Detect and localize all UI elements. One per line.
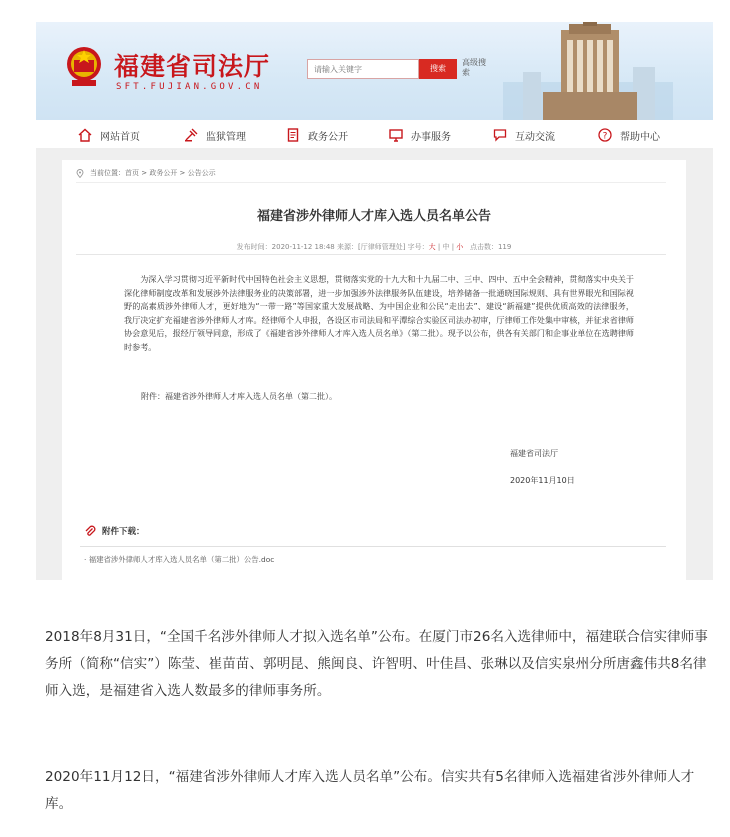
- nav-label: 网站首页: [100, 131, 140, 143]
- monitor-icon: [389, 128, 403, 142]
- download-heading-text: 附件下载：: [102, 527, 145, 537]
- article-body: 为深入学习贯彻习近平新时代中国特色社会主义思想，贯彻落实党的十九大和十九届二中、三中、四中、五中全会精神，贯彻落实中央关于深化律师制度改革和发展涉外法律服务业的决策部署，进一步加强涉外法律服务队伍建设，培养储备一批通晓国际规则、具有世界眼光和国际视野的高素质涉外律师人才，更好地为“一带一路”等国家重大发展战略、为中国企业和公民“走出去”、建设“新福建”提供优质高效的法律服务，我厅决定扩充福建省涉外律师人才库。经律师个人申报，各设区市司法局和平潭综合实验区司法办初审，厅律师工作处集中审核，并征求省律师协会意见后，报经厅领导同意，形成了《福建省涉外律师人才库入选人员名单》（第二批）。现予以公布，供各有关部门和企事业单位在选聘律师时参考。: [124, 274, 634, 352]
- article-title: 福建省涉外律师人才库入选人员名单公告: [256, 209, 491, 224]
- paperclip-icon: [84, 525, 96, 537]
- paragraph-1: 2018年8月31日，“全国千名涉外律师人才拟入选名单”公布。在厦门市26名入选律师中，福建联合信实律师事务所（简称“信实”）陈莹、崔苗苗、郭明昆、熊闽良、许智明、叶佳昌、张琳以及信实泉州分所唐鑫伟共8名律师入选，是福建省入选人数最多的律师事务所。: [45, 629, 708, 699]
- advanced-search-link[interactable]: 高级搜索: [462, 58, 486, 77]
- search-button[interactable]: 搜索: [419, 59, 457, 79]
- location-pin-icon: [76, 169, 84, 178]
- divider: [76, 254, 666, 255]
- nav-label: 互动交流: [515, 131, 555, 143]
- attachment-note: 附件：福建省涉外律师人才库入选人员名单（第二批）。: [141, 392, 337, 401]
- site-domain: SFT.FUJIAN.GOV.CN: [116, 82, 263, 92]
- chat-icon: [493, 128, 507, 142]
- nav-label: 帮助中心: [620, 131, 660, 143]
- paragraph-2: 2020年11月12日，“福建省涉外律师人才库入选人员名单”公布。信实共有5名律师入选福建省涉外律师人才库。: [45, 769, 695, 812]
- download-heading: [84, 525, 145, 537]
- building-illustration: [503, 22, 673, 120]
- gavel-icon: [184, 128, 198, 142]
- nav-item-interaction[interactable]: [493, 120, 555, 150]
- divider: [80, 546, 666, 547]
- nav-label: 监狱管理: [206, 131, 246, 143]
- site-header: [36, 22, 713, 120]
- nav-item-services[interactable]: [389, 120, 451, 150]
- download-file-link[interactable]: · 福建省涉外律师人才库入选人员名单（第二批）公告.doc: [84, 555, 275, 564]
- nav-label: 办事服务: [411, 131, 451, 143]
- font-size-small-link[interactable]: 小: [456, 243, 464, 251]
- site-title[interactable]: 福建省司法厅: [114, 52, 271, 81]
- svg-text:?: ?: [602, 131, 608, 142]
- meta-info: 发布时间：2020-11-12 18:48 来源：[厅律师管理处] 字号：: [236, 243, 429, 251]
- nav-item-home[interactable]: [78, 120, 140, 150]
- click-count: 点击数：119: [469, 243, 512, 251]
- emblem-icon: [64, 44, 104, 90]
- nav-item-prison[interactable]: [184, 120, 246, 150]
- nav-item-help[interactable]: [598, 120, 660, 150]
- breadcrumb-text[interactable]: 当前位置：首页 > 政务公开 > 公告公示: [90, 169, 216, 177]
- nav-item-gov-affairs[interactable]: [286, 120, 348, 150]
- main-nav: [36, 120, 713, 150]
- home-icon: [78, 128, 92, 142]
- article-meta: 发布时间：2020-11-12 18:48 来源：[厅律师管理处] 字号：大 | 中 | 小 点击数：119: [236, 243, 512, 251]
- font-size-medium-link[interactable]: 中: [442, 243, 450, 251]
- search-input[interactable]: [307, 59, 419, 79]
- document-icon: [286, 128, 300, 142]
- help-icon: [598, 128, 612, 142]
- divider: [76, 182, 666, 183]
- font-size-large-link[interactable]: 大: [428, 243, 436, 251]
- nav-label: 政务公开: [308, 131, 348, 143]
- signature-org: 福建省司法厅: [510, 449, 558, 458]
- signature-date: 2020年11月10日: [510, 476, 575, 485]
- article-panel: [62, 160, 686, 580]
- breadcrumb: [76, 168, 216, 178]
